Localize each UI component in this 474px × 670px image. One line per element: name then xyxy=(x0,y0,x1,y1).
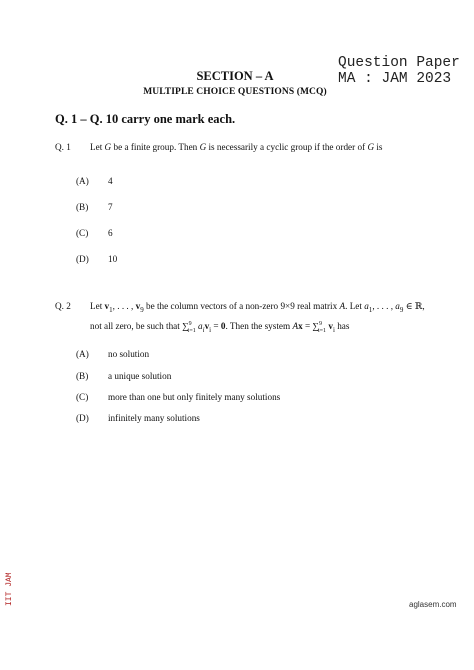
option-letter: (A) xyxy=(76,349,89,359)
footer-site: aglasem.com xyxy=(409,600,457,609)
side-watermark: IIT JAM xyxy=(5,572,14,606)
option-text: 10 xyxy=(108,254,118,264)
option-letter: (B) xyxy=(76,202,89,212)
option-text: no solution xyxy=(108,349,150,359)
option-text: 7 xyxy=(108,202,113,212)
option-letter: (D) xyxy=(76,413,89,423)
option-text: 6 xyxy=(108,228,113,238)
option-text: infinitely many solutions xyxy=(108,413,200,423)
question-text: Let G be a finite group. Then G is necessarily a cyclic group if the order of G is xyxy=(90,142,383,152)
question-number: Q. 2 xyxy=(55,301,71,311)
option-letter: (C) xyxy=(76,392,89,402)
option-letter: (C) xyxy=(76,228,89,238)
option-text: more than one but only finitely many solutions xyxy=(108,392,281,402)
stamp-line-2: MA : JAM 2023 xyxy=(338,71,452,87)
option-letter: (D) xyxy=(76,254,89,264)
section-title: SECTION – A xyxy=(196,69,274,83)
option-text: 4 xyxy=(108,176,113,186)
section-subtitle: MULTIPLE CHOICE QUESTIONS (MCQ) xyxy=(143,87,327,97)
option-letter: (A) xyxy=(76,176,89,186)
question-text-line-1: Let $v_1$, . . . , $v_9$ be the column vectors of a non-zero 9×9 real matrix A. Let $a_1$, . . . , $a_9$ ∈ ℝ, xyxy=(90,301,425,314)
option-letter: (B) xyxy=(76,371,89,381)
option-text: a unique solution xyxy=(108,371,172,381)
question-number: Q. 1 xyxy=(55,142,71,152)
question-text-line-2: not all zero, be such that ∑$^9_{i=1}$ $a_iv_i = 0$. Then the system Ax = ∑$^9_{i=1}$ $v_i$ has xyxy=(90,321,350,334)
marks-instruction: Q. 1 – Q. 10 carry one mark each. xyxy=(55,112,236,126)
stamp-line-1: Question Paper xyxy=(338,55,460,71)
